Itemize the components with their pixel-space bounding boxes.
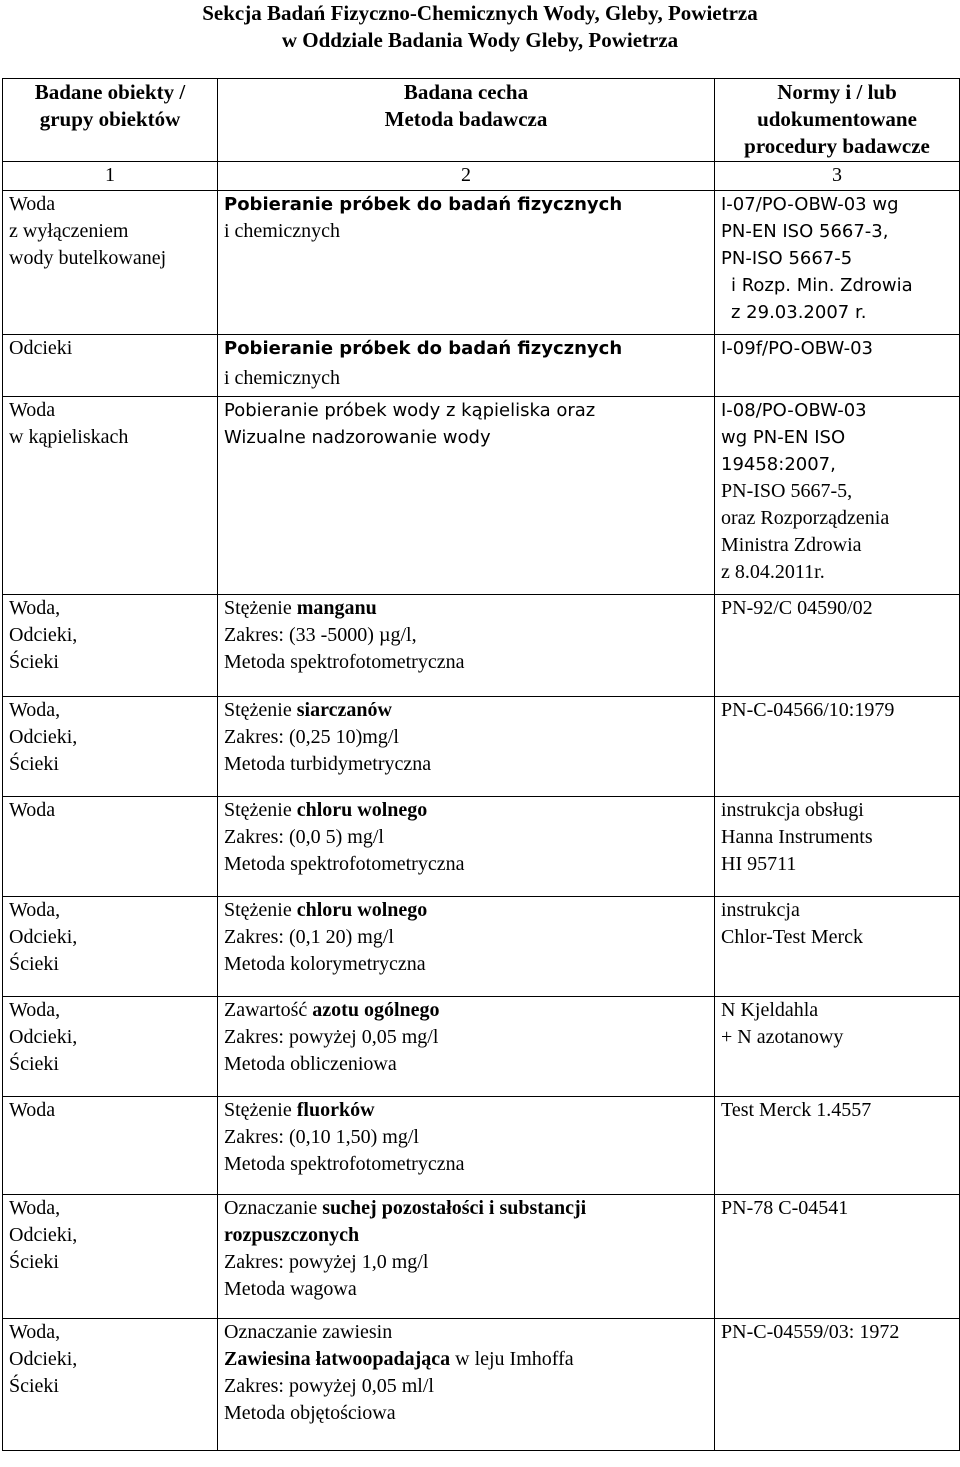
feature-cell — [218, 897, 715, 997]
norms-line: PN-C-04559/03: 1972 — [721, 1321, 900, 1343]
table-row — [3, 335, 960, 397]
feature-cell — [218, 595, 715, 697]
norms-line: I-08/PO-OBW-03 — [721, 400, 867, 421]
norms-line: Ministra Zdrowia — [721, 534, 862, 556]
feature-highlight: Zawiesina łatwoopadająca — [224, 1348, 451, 1370]
table-row — [3, 1195, 960, 1319]
feature-cell — [218, 797, 715, 897]
objects-line: w kąpieliskach — [9, 426, 129, 448]
objects-line: Ścieki — [9, 1053, 59, 1075]
norms-cell — [715, 797, 960, 897]
column-number: 1 — [3, 162, 218, 191]
page-title — [0, 0, 960, 54]
objects-cell — [3, 1097, 218, 1195]
feature-text: Stężenie — [224, 597, 297, 619]
feature-cell — [218, 697, 715, 797]
table-row — [3, 797, 960, 897]
feature-line — [224, 1124, 708, 1151]
norms-cell — [715, 595, 960, 697]
objects-line: Ścieki — [9, 753, 59, 775]
feature-text: Zakres: (0,25 10)mg/l — [224, 726, 399, 748]
objects-cell — [3, 897, 218, 997]
norms-line: I-07/PO-OBW-03 wg — [721, 194, 899, 215]
feature-line — [224, 1276, 708, 1303]
header-norms: Normy i / lub udokumentowane procedury badawcze — [715, 79, 960, 162]
objects-line: Woda, — [9, 899, 61, 921]
norms-cell — [715, 1319, 960, 1451]
objects-cell — [3, 797, 218, 897]
norms-line: PN-78 C-04541 — [721, 1197, 849, 1219]
feature-cell — [218, 1097, 715, 1195]
objects-line: z wyłączeniem — [9, 220, 129, 242]
objects-cell — [3, 397, 218, 595]
norms-line: PN-92/C 04590/02 — [721, 597, 873, 619]
objects-cell — [3, 191, 218, 335]
objects-line: Ścieki — [9, 1251, 59, 1273]
feature-highlight: siarczanów — [296, 699, 392, 721]
feature-text: Metoda wagowa — [224, 1278, 357, 1300]
feature-cell — [218, 335, 715, 397]
norms-line: Hanna Instruments — [721, 826, 873, 848]
table-row — [3, 1097, 960, 1195]
objects-line: Ścieki — [9, 1375, 59, 1397]
table-row — [3, 397, 960, 595]
feature-text: Wizualne nadzorowanie wody — [224, 427, 491, 448]
feature-highlight: azotu ogólnego — [312, 999, 440, 1021]
feature-line — [224, 1151, 708, 1178]
table-row — [3, 191, 960, 335]
objects-line: Odcieki, — [9, 1026, 78, 1048]
feature-text: Metoda spektrofotometryczna — [224, 651, 465, 673]
norms-line: i Rozp. Min. Zdrowia — [731, 275, 913, 296]
objects-line: Odcieki, — [9, 726, 78, 748]
feature-text: Metoda objętościowa — [224, 1402, 396, 1424]
feature-line — [224, 1097, 708, 1124]
objects-line: Woda, — [9, 699, 61, 721]
objects-line: Woda, — [9, 1321, 61, 1343]
feature-text: Stężenie — [224, 1099, 297, 1121]
feature-cell — [218, 397, 715, 595]
norms-cell — [715, 397, 960, 595]
feature-text: Oznaczanie zawiesin — [224, 1321, 393, 1343]
feature-line — [224, 797, 708, 824]
norms-cell — [715, 1195, 960, 1319]
feature-text: i chemicznych — [224, 220, 341, 242]
objects-cell — [3, 595, 218, 697]
feature-line — [224, 218, 708, 245]
objects-line: Woda, — [9, 999, 61, 1021]
feature-text: Zakres: powyżej 1,0 mg/l — [224, 1251, 429, 1273]
norms-cell — [715, 191, 960, 335]
feature-text: Metoda spektrofotometryczna — [224, 853, 465, 875]
feature-line — [224, 1319, 708, 1346]
feature-text: Zawartość — [224, 999, 313, 1021]
norms-cell — [715, 697, 960, 797]
feature-line — [224, 997, 708, 1024]
feature-text: Stężenie — [224, 799, 297, 821]
feature-line — [224, 1373, 708, 1400]
feature-text: w leju Imhoffa — [450, 1348, 574, 1370]
feature-cell — [218, 1319, 715, 1451]
feature-cell — [218, 997, 715, 1097]
feature-text: Metoda spektrofotometryczna — [224, 1153, 465, 1175]
objects-cell — [3, 1195, 218, 1319]
feature-text: Metoda obliczeniowa — [224, 1053, 397, 1075]
feature-line — [224, 649, 708, 676]
objects-line: Odcieki, — [9, 1348, 78, 1370]
feature-line — [224, 424, 708, 451]
objects-line: Odcieki — [9, 337, 73, 359]
objects-line: Woda — [9, 399, 56, 421]
norms-line: HI 95711 — [721, 853, 797, 875]
feature-line — [224, 1195, 708, 1222]
norms-line: z 29.03.2007 r. — [731, 302, 867, 323]
feature-text: Stężenie — [224, 899, 297, 921]
feature-text: Pobieranie próbek do badań fizycznych — [224, 338, 623, 359]
feature-cell — [218, 191, 715, 335]
feature-text: Pobieranie próbek wody z kąpieliska oraz — [224, 400, 596, 421]
feature-text: Zakres: (0,10 1,50) mg/l — [224, 1126, 419, 1148]
table-row — [3, 595, 960, 697]
table-row — [3, 1319, 960, 1451]
objects-line: Odcieki, — [9, 1224, 78, 1246]
feature-highlight: chloru wolnego — [296, 899, 428, 921]
methods-table — [2, 78, 960, 1451]
norms-line: oraz Rozporządzenia — [721, 507, 890, 529]
feature-line — [224, 897, 708, 924]
norms-line: PN-ISO 5667-5, — [721, 480, 853, 502]
feature-line — [224, 851, 708, 878]
objects-line: Woda — [9, 799, 56, 821]
objects-line: Woda, — [9, 597, 61, 619]
feature-line — [224, 397, 708, 424]
header-row — [3, 79, 960, 162]
norms-line: Test Merck 1.4557 — [721, 1099, 872, 1121]
objects-line: Ścieki — [9, 651, 59, 673]
feature-line — [224, 191, 708, 218]
objects-line: Woda, — [9, 1197, 61, 1219]
column-number: 2 — [218, 162, 715, 191]
feature-text: i chemicznych — [224, 367, 341, 389]
feature-highlight: suchej pozostałości i substancji — [322, 1197, 587, 1219]
norms-line: wg PN-EN ISO — [721, 427, 846, 448]
feature-text: Zakres: (33 -5000) µg/l, — [224, 624, 417, 646]
feature-line — [224, 824, 708, 851]
objects-cell — [3, 997, 218, 1097]
feature-highlight: fluorków — [296, 1099, 375, 1121]
header-objects: Badane obiekty / grupy obiektów — [3, 79, 218, 162]
feature-line — [224, 951, 708, 978]
feature-line — [224, 924, 708, 951]
feature-line — [224, 622, 708, 649]
title-line-1: Sekcja Badań Fizyczno-Chemicznych Wody, Gleby, Powietrza — [202, 1, 758, 25]
norms-line: N Kjeldahla — [721, 999, 819, 1021]
norms-line: instrukcja obsługi — [721, 799, 864, 821]
feature-highlight: rozpuszczonych — [224, 1224, 360, 1246]
norms-line: I-09f/PO-OBW-03 — [721, 338, 873, 359]
feature-line — [224, 751, 708, 778]
objects-cell — [3, 1319, 218, 1451]
norms-line: + N azotanowy — [721, 1026, 844, 1048]
objects-line: Woda — [9, 193, 56, 215]
objects-cell — [3, 335, 218, 397]
title-line-2: w Oddziale Badania Wody Gleby, Powietrza — [281, 28, 679, 52]
header-feature: Badana cecha Metoda badawcza — [218, 79, 715, 162]
norms-line: instrukcja — [721, 899, 800, 921]
feature-text: Zakres: powyżej 0,05 mg/l — [224, 1026, 439, 1048]
norms-cell — [715, 1097, 960, 1195]
norms-line: PN-ISO 5667-5 — [721, 248, 853, 269]
feature-text: Oznaczanie — [224, 1197, 323, 1219]
feature-line — [224, 724, 708, 751]
objects-line: Ścieki — [9, 953, 59, 975]
feature-line — [224, 335, 708, 362]
feature-text: Metoda turbidymetryczna — [224, 753, 432, 775]
table-row — [3, 897, 960, 997]
objects-line: wody butelkowanej — [9, 247, 167, 269]
feature-line — [224, 595, 708, 622]
feature-line — [224, 1400, 708, 1427]
table-row — [3, 697, 960, 797]
feature-line — [224, 1222, 708, 1249]
feature-line — [224, 1346, 708, 1373]
column-number: 3 — [715, 162, 960, 191]
norms-cell — [715, 897, 960, 997]
feature-text: Zakres: (0,0 5) mg/l — [224, 826, 384, 848]
norms-line: PN-C-04566/10:1979 — [721, 699, 895, 721]
feature-text: Zakres: powyżej 0,05 ml/l — [224, 1375, 434, 1397]
objects-line: Odcieki, — [9, 624, 78, 646]
norms-cell — [715, 335, 960, 397]
objects-cell — [3, 697, 218, 797]
feature-line — [224, 362, 708, 395]
norms-line: Chlor-Test Merck — [721, 926, 864, 948]
feature-text: Pobieranie próbek do badań fizycznych — [224, 194, 623, 215]
feature-text: Stężenie — [224, 699, 297, 721]
feature-text: Zakres: (0,1 20) mg/l — [224, 926, 394, 948]
column-number-row — [3, 162, 960, 191]
table-row — [3, 997, 960, 1097]
norms-cell — [715, 997, 960, 1097]
feature-line — [224, 1249, 708, 1276]
feature-highlight: manganu — [296, 597, 377, 619]
norms-line: PN-EN ISO 5667-3, — [721, 221, 889, 242]
feature-highlight: chloru wolnego — [296, 799, 428, 821]
feature-line — [224, 1051, 708, 1078]
objects-line: Odcieki, — [9, 926, 78, 948]
norms-line: 19458:2007, — [721, 454, 836, 475]
feature-line — [224, 1024, 708, 1051]
table-body — [3, 191, 960, 1451]
norms-line: z 8.04.2011r. — [721, 561, 825, 583]
feature-text: Metoda kolorymetryczna — [224, 953, 426, 975]
feature-cell — [218, 1195, 715, 1319]
objects-line: Woda — [9, 1099, 56, 1121]
feature-line — [224, 697, 708, 724]
